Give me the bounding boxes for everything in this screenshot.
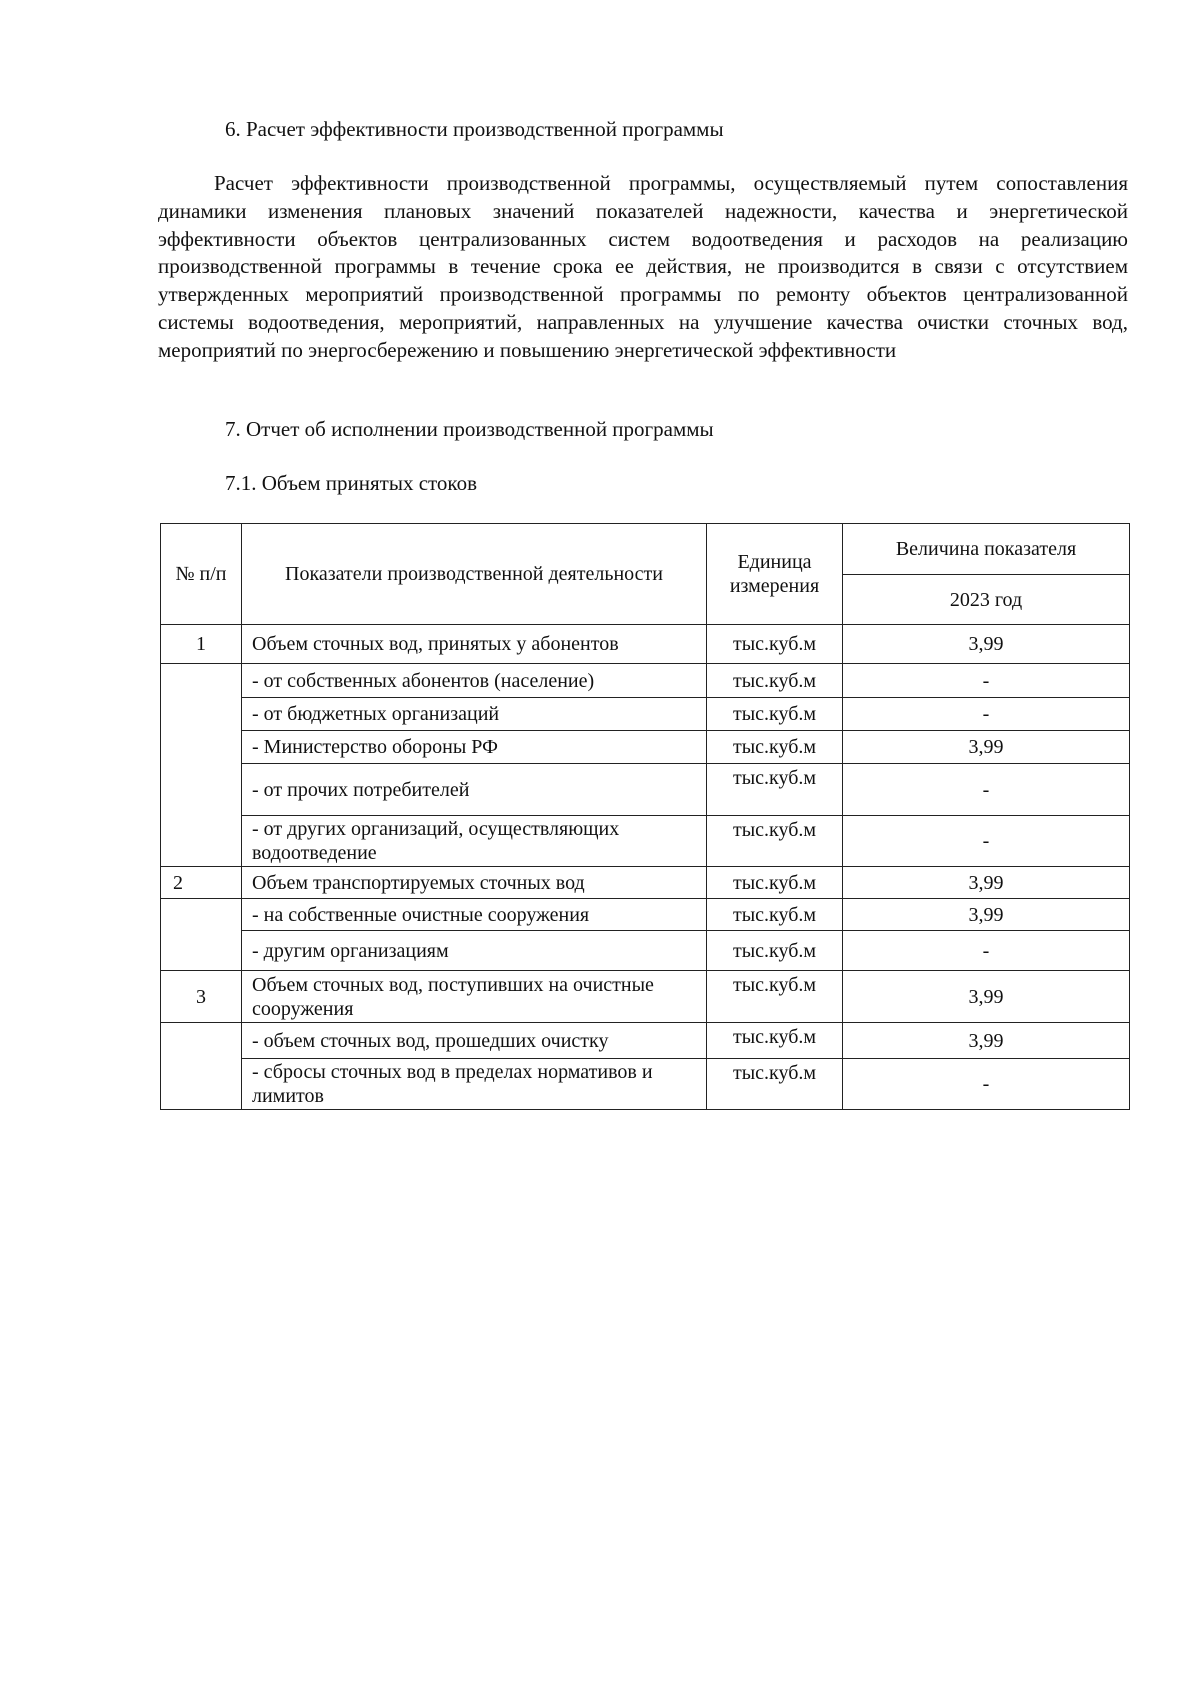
row-num-empty bbox=[161, 899, 242, 971]
row-unit: тыс.куб.м bbox=[707, 664, 843, 698]
row-unit: тыс.куб.м bbox=[707, 764, 843, 816]
row-value: - bbox=[843, 698, 1130, 731]
row-value: 3,99 bbox=[843, 899, 1130, 931]
row-unit: тыс.куб.м bbox=[707, 625, 843, 664]
section-7-heading: 7. Отчет об исполнении производственной программы bbox=[225, 417, 714, 441]
row-indicator: - от бюджетных организаций bbox=[242, 698, 707, 731]
row-num-empty bbox=[161, 1023, 242, 1110]
table-row bbox=[161, 764, 1130, 816]
table-row bbox=[161, 931, 1130, 971]
row-indicator: - от прочих потребителей bbox=[242, 764, 707, 816]
table-header-row bbox=[161, 524, 1130, 575]
header-value-group: Величина показателя bbox=[843, 524, 1130, 575]
row-indicator: - сбросы сточных вод в пределах нормативов и лимитов bbox=[242, 1059, 707, 1110]
table-row bbox=[161, 625, 1130, 664]
row-indicator: - от собственных абонентов (население) bbox=[242, 664, 707, 698]
row-value: 3,99 bbox=[843, 625, 1130, 664]
row-value: 3,99 bbox=[843, 867, 1130, 899]
table-row bbox=[161, 664, 1130, 698]
header-indicator: Показатели производственной деятельности bbox=[242, 524, 707, 625]
row-unit: тыс.куб.м bbox=[707, 931, 843, 971]
table-row bbox=[161, 816, 1130, 867]
row-indicator: - Министерство обороны РФ bbox=[242, 731, 707, 764]
row-indicator: Объем транспортируемых сточных вод bbox=[242, 867, 707, 899]
table-row bbox=[161, 698, 1130, 731]
row-value: - bbox=[843, 931, 1130, 971]
table-row bbox=[161, 731, 1130, 764]
row-value: 3,99 bbox=[843, 1023, 1130, 1059]
section-6-paragraph: Расчет эффективности производственной программы, осуществляемый путем сопоставления динамики изменения плановых значений показателей надежности, качества и энергетической эффективности объектов централизованных систем водоотведения и расходов на реализацию производственной программы в течение срока ее действия, не производится в связи с отсутствием утвержденных мероприятий производственной программы по ремонту объектов централизованной системы водоотведения, мероприятий, направленных на улучшение качества очистки сточных вод, мероприятий по энергосбережению и повышению энергетической эффективности bbox=[158, 171, 1128, 362]
table-row bbox=[161, 1023, 1130, 1059]
row-unit: тыс.куб.м bbox=[707, 899, 843, 931]
row-unit: тыс.куб.м bbox=[707, 1023, 843, 1059]
row-unit: тыс.куб.м bbox=[707, 867, 843, 899]
row-unit: тыс.куб.м bbox=[707, 731, 843, 764]
header-unit: Единица измерения bbox=[707, 524, 843, 625]
wastewater-volume-table bbox=[160, 523, 1130, 1110]
row-indicator: - другим организациям bbox=[242, 931, 707, 971]
row-value: - bbox=[843, 764, 1130, 816]
row-num-empty bbox=[161, 664, 242, 867]
row-indicator: - на собственные очистные сооружения bbox=[242, 899, 707, 931]
header-num: № п/п bbox=[161, 524, 242, 625]
table-row bbox=[161, 899, 1130, 931]
row-value: 3,99 bbox=[843, 731, 1130, 764]
section-6-heading: 6. Расчет эффективности производственной программы bbox=[225, 117, 724, 141]
row-unit: тыс.куб.м bbox=[707, 1059, 843, 1110]
row-indicator: - от других организаций, осуществляющих водоотведение bbox=[242, 816, 707, 867]
row-num: 1 bbox=[161, 625, 242, 664]
header-year: 2023 год bbox=[843, 575, 1130, 625]
row-unit: тыс.куб.м bbox=[707, 698, 843, 731]
row-num: 2 bbox=[161, 867, 242, 899]
row-unit: тыс.куб.м bbox=[707, 971, 843, 1023]
row-value: - bbox=[843, 1059, 1130, 1110]
row-indicator: Объем сточных вод, принятых у абонентов bbox=[242, 625, 707, 664]
table-row bbox=[161, 1059, 1130, 1110]
row-value: - bbox=[843, 664, 1130, 698]
row-value: - bbox=[843, 816, 1130, 867]
table-row bbox=[161, 971, 1130, 1023]
row-value: 3,99 bbox=[843, 971, 1130, 1023]
row-num: 3 bbox=[161, 971, 242, 1023]
row-indicator: - объем сточных вод, прошедших очистку bbox=[242, 1023, 707, 1059]
section-7-1-heading: 7.1. Объем принятых стоков bbox=[225, 471, 477, 495]
row-indicator: Объем сточных вод, поступивших на очистные сооружения bbox=[242, 971, 707, 1023]
table-row bbox=[161, 867, 1130, 899]
row-unit: тыс.куб.м bbox=[707, 816, 843, 867]
